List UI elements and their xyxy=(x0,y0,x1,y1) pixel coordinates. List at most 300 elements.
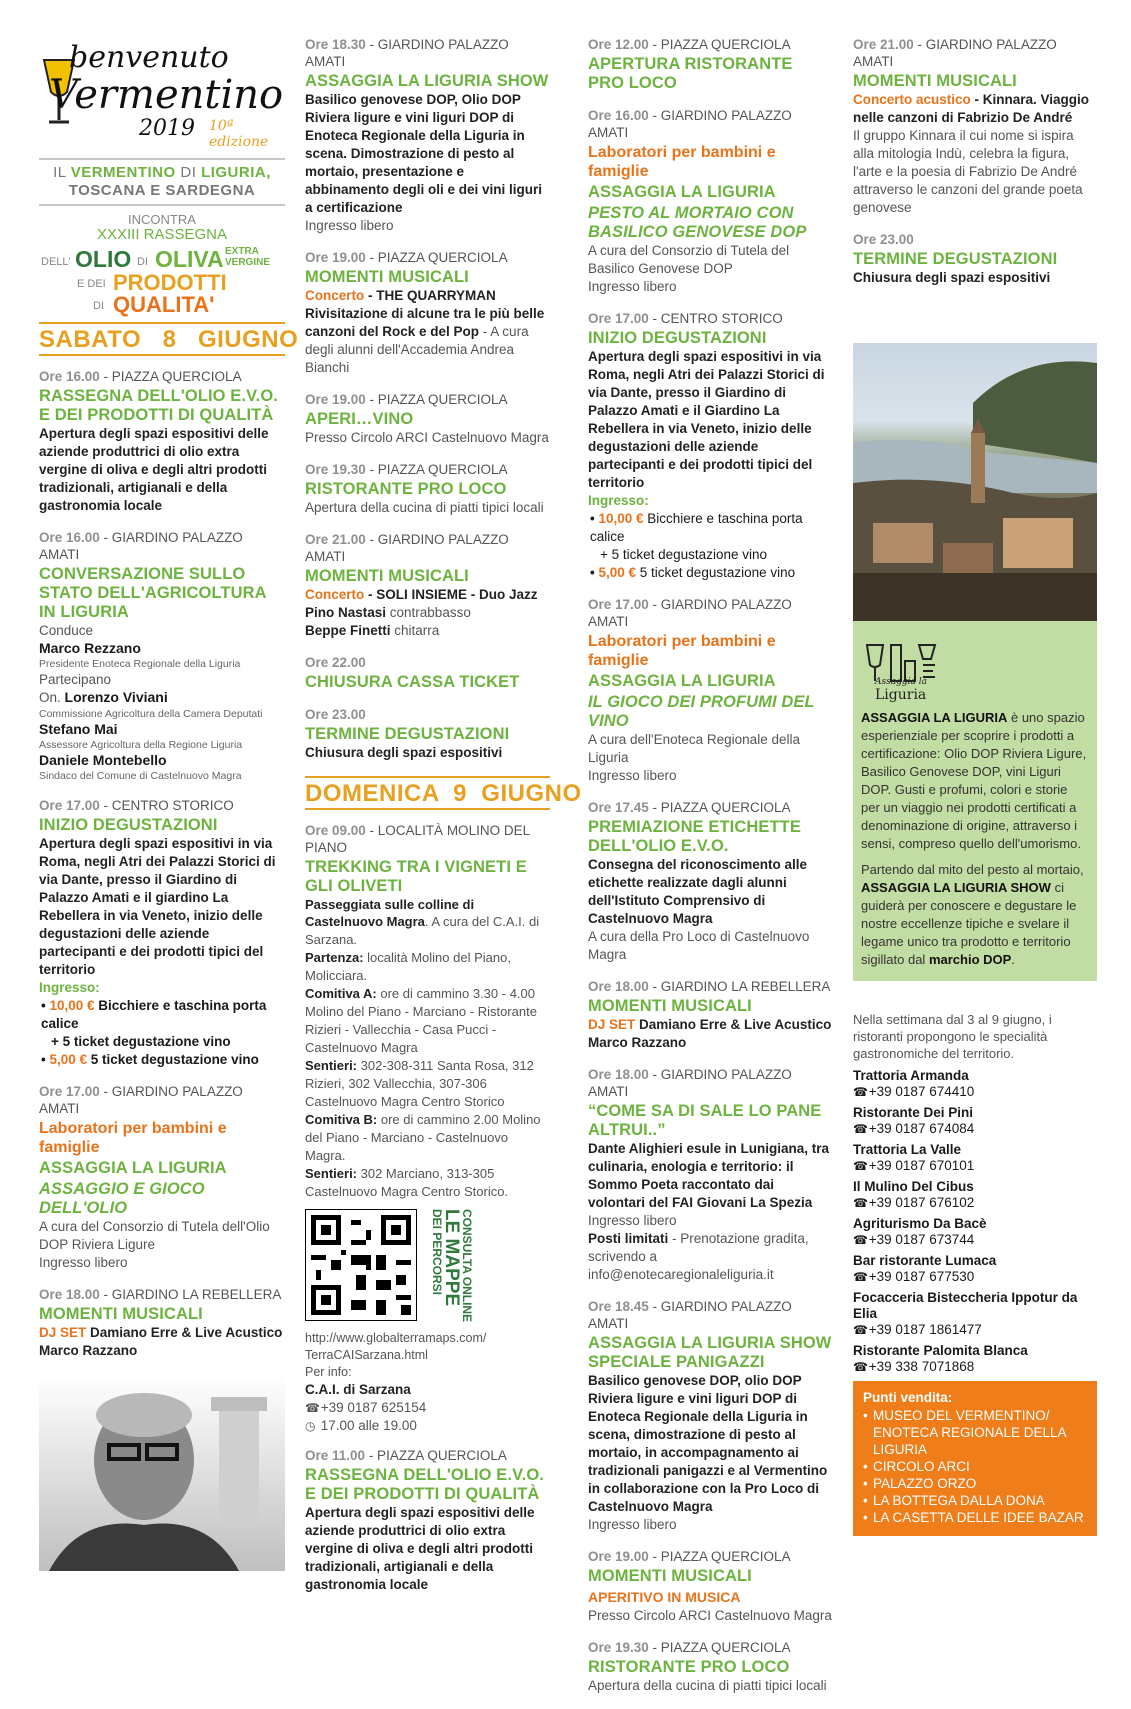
rassegna-label: XXXIII RASSEGNA xyxy=(96,226,228,243)
event-3-dante xyxy=(588,1066,833,1284)
price-item: • 5,00 € 5 ticket degustazione vino xyxy=(590,565,796,580)
concerto-label: Concerto xyxy=(305,587,365,602)
event-place: - GIARDINO PALAZZO AMATI xyxy=(588,597,792,629)
landscape-illustration xyxy=(853,343,1097,621)
event-3-degustazioni xyxy=(588,310,833,582)
qr-caption-line1: CONSULTA ONLINE xyxy=(460,1209,474,1323)
event-title: MOMENTI MUSICALI xyxy=(853,72,1017,90)
olio-extra: EXTRA xyxy=(225,246,259,257)
price-item: • 10,00 € Bicchiere e taschina porta calice xyxy=(590,511,803,544)
concerto-label: Concerto xyxy=(305,288,365,303)
event-subtitle: PESTO AL MORTAIO CON BASILICO GENOVESE DOP xyxy=(588,204,807,241)
cai-phone[interactable]: +39 0187 625154 xyxy=(320,1400,427,1416)
sentieri-label: Sentieri: xyxy=(305,1058,358,1073)
qr-code[interactable] xyxy=(305,1209,417,1321)
restaurant-phone[interactable]: +39 338 7071868 xyxy=(868,1359,975,1374)
phone-icon: ☎ xyxy=(853,1159,868,1173)
tagline-il: IL xyxy=(53,164,67,181)
event-time: Ore 18.45 xyxy=(588,1299,649,1314)
punti-vendita-list xyxy=(863,1407,1087,1526)
assaggia-desc3: ci guiderà per conoscere e degustare le nostre eccellenze tipiche e svelare il legame unico tra prodotto e territorio sigillato dal xyxy=(861,880,1077,967)
band-name: - SOLI INSIEME xyxy=(364,587,468,602)
tagline-liguria: LIGURIA, xyxy=(201,164,271,181)
tagline-di: DI xyxy=(180,164,197,181)
phone-icon: ☎ xyxy=(305,1401,320,1416)
event-time: Ore 19.00 xyxy=(305,250,366,265)
event-3-ristorante xyxy=(588,1639,833,1695)
speaker-role: Sindaco del Comune di Castelnuovo Magra xyxy=(39,770,242,782)
restaurant-item xyxy=(853,1290,1097,1338)
event-4-termine xyxy=(853,231,1097,287)
event-time: Ore 17.45 xyxy=(588,800,649,815)
event-time: Ore 19.00 xyxy=(588,1549,649,1564)
day-heading-saturday: SABATO 8 GIUGNO xyxy=(39,322,285,356)
logo-edition: 10ª edizione xyxy=(209,118,269,150)
qr-code-graphic xyxy=(306,1210,416,1320)
restaurant-phone-row xyxy=(853,1195,1097,1211)
partecipano-label: Partecipano xyxy=(39,672,112,687)
price-text: Bicchiere e taschina porta calice xyxy=(41,998,267,1031)
event-time: Ore 18.00 xyxy=(588,979,649,994)
landscape-photo xyxy=(853,343,1097,621)
qr-caption-line3: DEI PERCORSI xyxy=(430,1209,444,1296)
punto-vendita-item: • PALAZZO ORZO xyxy=(863,1475,1087,1492)
ingresso-libero: Ingresso libero xyxy=(39,1255,128,1270)
event-time: Ore 11.00 xyxy=(305,1448,366,1464)
qr-caption-line2: LE MAPPE xyxy=(441,1209,462,1307)
restaurant-phone-row xyxy=(853,1232,1097,1248)
event-title: RASSEGNA DELL'OLIO E.V.O. E DEI PRODOTTI DI QUALITÀ xyxy=(39,387,278,424)
restaurant-phone[interactable]: +39 0187 674410 xyxy=(868,1084,975,1099)
event-desc: Apertura degli spazi espositivi delle aziende produttrici di olio extra vergine di oliva e degli altri prodotti tradizionali, artigianali e della gastronomia locale xyxy=(39,426,269,513)
restaurant-name: Bar ristorante Lumaca xyxy=(853,1253,997,1268)
olio-dell: DELL' xyxy=(41,256,71,268)
price: 5,00 € xyxy=(49,1052,88,1067)
event-desc: Consegna del riconoscimento alle etichette realizzate dagli alunni dell'Istituto Comprensivo di Castelnuovo Magra xyxy=(588,857,808,926)
price-text: 5 ticket degustazione vino xyxy=(636,565,796,580)
restaurant-phone[interactable]: +39 0187 676102 xyxy=(868,1195,975,1210)
assaggia-bold: ASSAGGIA LA LIGURIA xyxy=(861,710,1008,725)
event-1-laboratori xyxy=(39,1083,285,1272)
phone-icon: ☎ xyxy=(853,1122,868,1136)
event-title: RASSEGNA DELL'OLIO E.V.O. E DEI PRODOTTI DI QUALITÀ xyxy=(305,1466,544,1504)
punti-vendita-title: Punti vendita: xyxy=(863,1390,953,1405)
speaker-name: Marco Rezzano xyxy=(39,640,141,656)
event-title: CONVERSAZIONE SULLO STATO DELL'AGRICOLTURA IN LIGURIA xyxy=(39,565,267,621)
event-title: RISTORANTE PRO LOCO xyxy=(305,480,507,498)
band-name: - Kinnara. Viaggio nelle canzoni di Fabrizio De André xyxy=(853,92,1090,125)
event-title: ASSAGGIA LA LIGURIA xyxy=(588,183,776,201)
restaurant-name: Focacceria Bistecchеria Ippotur da Elia xyxy=(853,1290,1078,1321)
assaggia-desc: è uno spazio esperienziale per scoprire i prodotti a certificazione: Olio DOP Riviera Ligure, Basilico Genovese DOP, vini Liguri DOP. Gusti e profumi, colori e storie per un viaggio nei prodotti certificati a denominazione di origine, attraverso i sensi, compreso quello dell'umorismo. xyxy=(861,710,1087,851)
olio-edei: E DEI xyxy=(77,278,106,290)
cai-name: C.A.I. di Sarzana xyxy=(305,1382,411,1398)
event-title: ASSAGGIA LA LIGURIA xyxy=(39,1159,227,1177)
band-name: - THE QUARRYMAN xyxy=(364,288,496,303)
price-text-2: + 5 ticket degustazione vino xyxy=(51,1034,231,1049)
musician-role: chitarra xyxy=(390,623,440,638)
speaker-name: Daniele Montebello xyxy=(39,752,167,768)
event-3-profumi xyxy=(588,596,833,785)
sentieri-text: 302 Marciano, 313-305 Castelnuovo Magra Centro Storico. xyxy=(305,1166,509,1199)
event-place: - GIARDINO PALAZZO AMATI xyxy=(39,1084,243,1116)
event-title: MOMENTI MUSICALI xyxy=(588,1567,752,1585)
ingresso-libero: Ingresso libero xyxy=(588,1213,677,1228)
event-title: RISTORANTE PRO LOCO xyxy=(588,1658,790,1676)
event-time: Ore 22.00 xyxy=(305,655,366,670)
event-place: - PIAZZA QUERCIOLA xyxy=(365,392,508,407)
logo-word-vermentino: Vermentino xyxy=(49,72,284,118)
event-time: Ore 19.00 xyxy=(305,392,366,407)
price: 10,00 € xyxy=(598,511,644,526)
event-2-rassegna xyxy=(305,1447,550,1594)
olio-vergine: VERGINE xyxy=(225,257,271,268)
event-desc: Apertura della cucina di piatti tipici locali xyxy=(305,500,544,515)
musician-role: contrabbasso xyxy=(386,605,471,620)
event-desc: Rivisitazione di alcune tra le più belle canzoni del Rock e del Pop xyxy=(305,306,545,339)
event-place: - PIAZZA QUERCIOLA xyxy=(365,1448,507,1464)
event-time: Ore 17.00 xyxy=(39,1084,100,1099)
event-subtitle: APERITIVO IN MUSICA xyxy=(588,1589,741,1605)
restaurant-name: Il Mulino Del Cibus xyxy=(853,1179,974,1194)
event-title: TERMINE DEGUSTAZIONI xyxy=(853,250,1058,268)
comitiva-a-text: ore di cammino 3.30 - 4.00 Molino del Piano - Marciano - Ristorante Rizieri - Vallecchia - Casa Pucci - Castelnuovo Magra xyxy=(305,986,537,1055)
ingresso-libero: Ingresso libero xyxy=(588,1517,677,1532)
incontra-label: INCONTRA xyxy=(128,212,196,227)
ingresso-label: Ingresso: xyxy=(588,493,649,508)
dj-label: DJ SET xyxy=(588,1017,636,1032)
event-desc: Apertura degli spazi espositivi in via Roma, negli Atri dei Palazzi Storici di via Dante, presso il Giardino di Palazzo Amati e il Giardino La Rebellera in via Veneto, inizio delle degustazioni delle aziende partecipanti e dei prodotti tipici del territorio xyxy=(588,349,825,490)
restaurant-name: Agriturismo Da Bacè xyxy=(853,1216,987,1231)
event-time: Ore 21.00 xyxy=(853,37,914,52)
logo-year: 2019 xyxy=(139,116,195,141)
event-2-jazz xyxy=(305,531,550,640)
event-time: Ore 18.00 xyxy=(39,1287,100,1302)
price-list xyxy=(41,997,285,1069)
lab-label: Laboratori per bambini e famiglie xyxy=(588,633,776,669)
event-time: Ore 23.00 xyxy=(305,707,366,722)
event-3-aperitivo xyxy=(588,1548,833,1625)
event-place: - GIARDINO PALAZZO AMATI xyxy=(305,532,509,564)
speaker-name: Stefano Mai xyxy=(39,721,118,737)
qualita-word: QUALITA' xyxy=(113,292,215,317)
tagline xyxy=(39,158,285,206)
event-title: MOMENTI MUSICALI xyxy=(39,1305,203,1323)
punto-vendita-item: • LA BOTTEGA DALLA DONA xyxy=(863,1492,1087,1509)
sentieri-label: Sentieri: xyxy=(305,1166,358,1181)
event-curator: A cura dell'Enoteca Regionale della Liguria xyxy=(588,732,800,765)
event-place: - GIARDINO PALAZZO AMATI xyxy=(588,108,792,140)
phone-icon: ☎ xyxy=(853,1360,868,1374)
event-3-pesto xyxy=(588,107,833,296)
event-2-cassa xyxy=(305,654,550,692)
ingresso-libero: Ingresso libero xyxy=(588,768,677,783)
tagline-line2: TOSCANA E SARDEGNA xyxy=(68,182,256,199)
event-time: Ore 16.00 xyxy=(588,108,649,123)
speaker-role: Assessore Agricoltura della Regione Liguria xyxy=(39,739,243,751)
event-title: ASSAGGIA LA LIGURIA xyxy=(588,672,776,690)
event-time: Ore 17.00 xyxy=(39,798,100,813)
restaurant-phone-row xyxy=(853,1269,1097,1285)
marchio-dop: marchio DOP xyxy=(928,952,1012,967)
event-time: Ore 12.00 xyxy=(588,37,649,52)
restaurant-item xyxy=(853,1105,1097,1137)
event-desc: Basilico genovese DOP, Olio DOP Riviera ligure e vini liguri DOP di Enoteca Regionale della Liguria in scena. Dimostrazione di pesto al mortaio, presentazione e abbinamento degli oli e dei vini liguri a certificazione xyxy=(305,92,543,215)
event-place: - PIAZZA QUERCIOLA xyxy=(365,462,508,477)
event-3-panigazzi xyxy=(588,1298,833,1534)
event-place: - GIARDINO LA REBELLERA xyxy=(99,1287,282,1302)
speaker-name: Lorenzo Viviani xyxy=(64,689,168,705)
restaurant-item xyxy=(853,1179,1097,1211)
event-curator: A cura del Consorzio di Tutela dell'Olio DOP Riviera Ligure xyxy=(39,1219,270,1252)
event-title: APERI…VINO xyxy=(305,410,414,428)
event-desc-extra: - A cura degli alunni dell'Accademia Andrea Bianchi xyxy=(305,324,529,375)
event-place: - CENTRO STORICO xyxy=(648,311,783,326)
event-desc: Dante Alighieri esule in Lunigiana, tra culinaria, enologia e territorio: il Sommo Poeta raccontato dai volontari del FAI Giovani La Spezia xyxy=(588,1141,830,1210)
speaker-prefix: On. xyxy=(39,690,65,705)
event-place: - PIAZZA QUERCIOLA xyxy=(365,250,508,265)
portrait-photo xyxy=(39,1375,285,1571)
event-title: MOMENTI MUSICALI xyxy=(305,567,469,585)
assaggia-logo-line2: Liguria xyxy=(875,687,927,703)
assaggia-desc2: Partendo dal mito del pesto al mortaio, xyxy=(861,862,1084,877)
restaurant-item xyxy=(853,1216,1097,1248)
event-desc: Apertura degli spazi espositivi in via Roma, negli Atri dei Palazzi Storici di via Dante, presso il Giardino di Palazzo Amati e il giardino La Rebellera in via Veneto, inizio delle degustazioni delle aziende partecipanti e dei prodotti tipici del territorio xyxy=(39,836,276,977)
ingresso-libero: Ingresso libero xyxy=(588,279,677,294)
comitiva-b-text: ore di cammino 2.00 Molino del Piano - Marciano - Castelnuovo Magra. xyxy=(305,1112,541,1163)
event-4-kinnara xyxy=(853,36,1097,217)
prodotti-word: PRODOTTI xyxy=(113,270,227,295)
event-curator: A cura della Pro Loco di Castelnuovo Magra xyxy=(588,929,810,962)
ingresso-label: Ingresso: xyxy=(39,980,100,995)
musician-name: Pino Nastasi xyxy=(305,605,387,620)
concerto-label: Concerto acustico xyxy=(853,92,971,107)
restaurant-item xyxy=(853,1142,1097,1174)
maps-link[interactable]: http://www.globalterramaps.com/ TerraCAISarzana.html xyxy=(305,1331,487,1363)
olio-di3: DI xyxy=(93,300,104,312)
event-title: APERTURA RISTORANTE PRO LOCO xyxy=(588,55,793,92)
event-2-trekking xyxy=(305,822,550,1201)
restaurant-item xyxy=(853,1253,1097,1285)
partenza-text: località Molino del Piano, Molicciara. xyxy=(305,950,511,983)
assaggia-text-2 xyxy=(861,861,1089,969)
comitiva-b-label: Comitiva B: xyxy=(305,1112,378,1127)
event-place: - GIARDINO PALAZZO AMATI xyxy=(853,37,1057,69)
clock-icon: ◷ xyxy=(305,1419,316,1434)
price: 10,00 € xyxy=(49,998,95,1013)
punto-vendita-item: • CIRCOLO ARCI xyxy=(863,1458,1087,1475)
event-3-musica xyxy=(588,978,833,1052)
restaurant-phone-row xyxy=(853,1322,1097,1338)
assaggia-text-1 xyxy=(861,709,1089,853)
event-place: - PIAZZA QUERCIOLA xyxy=(99,369,242,384)
restaurant-phone-row xyxy=(853,1121,1097,1137)
incontra-block xyxy=(39,212,285,242)
restaurant-name: Ristorante Palomita Blanca xyxy=(853,1343,1028,1358)
restaurant-phone[interactable]: +39 0187 677530 xyxy=(868,1269,975,1284)
event-time: Ore 19.30 xyxy=(305,462,366,477)
sentieri-text: 302-308-311 Santa Rosa, 312 Rizieri, 302 Vallecchia, 307-306 Castelnuovo Magra Centro Storico xyxy=(305,1058,534,1109)
phone-icon: ☎ xyxy=(853,1233,868,1247)
restaurant-name: Trattoria La Valle xyxy=(853,1142,962,1157)
posti-text: - Prenotazione gradita, scrivendo a info@enotecaregionaleliguria.it xyxy=(588,1231,809,1282)
restaurants-intro: Nella settimana dal 3 al 9 giugno, i ristoranti propongono le specialità gastronomiche del territorio. xyxy=(853,1012,1052,1061)
event-1-degustazioni xyxy=(39,797,285,1069)
restaurant-phone-row xyxy=(853,1084,1097,1100)
event-1-musica xyxy=(39,1286,285,1360)
ingresso-libero: Ingresso libero xyxy=(305,218,394,233)
event-desc: Chiusura degli spazi espositivi xyxy=(305,745,503,760)
phone-icon: ☎ xyxy=(853,1196,868,1210)
event-desc: Presso Circolo ARCI Castelnuovo Magra xyxy=(588,1608,832,1623)
assaggia-box xyxy=(853,621,1097,981)
event-desc: Basilico genovese DOP, olio DOP Riviera ligure e vini liguri DOP di Enoteca Regionale della Liguria in scena, dimostrazione di pesto al mortaio, in accompagnamento ai tradizionali panigazzi e al Vermentino in collaborazione con la Pro Loco di Castelnuovo Magra xyxy=(588,1373,828,1514)
price-item: • 10,00 € Bicchiere e taschina porta calice xyxy=(41,998,267,1031)
event-place: - GIARDINO PALAZZO AMATI xyxy=(39,530,243,562)
event-title: TERMINE DEGUSTAZIONI xyxy=(305,725,510,743)
event-place: - GIARDINO LA REBELLERA xyxy=(648,979,831,994)
restaurant-item xyxy=(853,1343,1097,1375)
performer-name: Marco Razzano xyxy=(588,1035,687,1050)
event-desc: Presso Circolo ARCI Castelnuovo Magra xyxy=(305,430,549,445)
lab-label: Laboratori per bambini e famiglie xyxy=(39,1120,227,1156)
band-genre: - Duo Jazz xyxy=(467,587,538,602)
event-subtitle: IL GIOCO DEI PROFUMI DEL VINO xyxy=(588,693,815,730)
event-desc: Chiusura degli spazi espositivi xyxy=(853,270,1051,285)
event-place: - PIAZZA QUERCIOLA xyxy=(648,37,791,52)
performer-name: Marco Razzano xyxy=(39,1343,138,1358)
punto-vendita-item: • MUSEO DEL VERMENTINO/ ENOTECA REGIONALE DELLA LIGURIA xyxy=(863,1407,1087,1458)
event-place: - PIAZZA QUERCIOLA xyxy=(648,800,791,815)
event-logo xyxy=(39,36,285,154)
event-time: Ore 17.00 xyxy=(588,311,649,326)
event-time: Ore 18.00 xyxy=(588,1067,649,1082)
column-1 xyxy=(39,36,299,1516)
restaurant-phone-row xyxy=(853,1359,1097,1375)
assaggia-end: . xyxy=(1011,952,1015,967)
event-title: CHIUSURA CASSA TICKET xyxy=(305,673,520,691)
restaurant-phone[interactable]: +39 0187 674084 xyxy=(868,1121,975,1136)
phone-icon: ☎ xyxy=(853,1323,868,1337)
event-title: MOMENTI MUSICALI xyxy=(588,997,752,1015)
qr-block xyxy=(305,1209,550,1322)
dj-text: Damiano Erre & Live Acustico xyxy=(635,1017,832,1032)
speaker-role: Presidente Enoteca Regionale della Liguria xyxy=(39,658,241,670)
event-time: Ore 09.00 xyxy=(305,823,366,838)
qr-caption xyxy=(429,1209,474,1322)
event-desc: Apertura della cucina di piatti tipici locali xyxy=(588,1678,827,1693)
event-2-ristorante xyxy=(305,461,550,517)
olio-title xyxy=(39,244,285,317)
event-place: - GIARDINO PALAZZO AMATI xyxy=(588,1299,792,1331)
event-3-apertura xyxy=(588,36,833,93)
event-title: INIZIO DEGUSTAZIONI xyxy=(588,329,767,347)
portrait-illustration xyxy=(39,1375,285,1571)
price: 5,00 € xyxy=(598,565,637,580)
event-desc: Il gruppo Kinnara il cui nome si ispira alla mitologia Indù, celebra la figura, l'arte e la poesia di Fabrizio De André attraverso le canzoni del grande poeta genovese xyxy=(853,128,1083,215)
lab-label: Laboratori per bambini e famiglie xyxy=(588,144,776,180)
event-3-premiazione xyxy=(588,799,833,964)
assaggia-show: ASSAGGIA LA LIGURIA SHOW xyxy=(861,880,1051,895)
event-place: - LOCALITÀ MOLINO DEL PIANO xyxy=(305,823,530,855)
event-2-aperivino xyxy=(305,391,550,447)
event-time: Ore 23.00 xyxy=(853,232,914,247)
event-desc-cai: . A cura del C.A.I. di Sarzana. xyxy=(305,914,540,947)
event-place: - GIARDINO PALAZZO AMATI xyxy=(305,37,509,69)
event-place: - PIAZZA QUERCIOLA xyxy=(648,1549,791,1564)
event-title: ASSAGGIA LA LIGURIA SHOW SPECIALE PANIGAZZI xyxy=(588,1334,832,1371)
posti-label: Posti limitati xyxy=(588,1231,669,1246)
assaggia-logo-line1: Assaggia la xyxy=(875,677,927,687)
oliva-word: OLIVA xyxy=(155,246,224,272)
event-place: - CENTRO STORICO xyxy=(99,798,234,813)
event-curator: A cura del Consorzio di Tutela del Basilico Genovese DOP xyxy=(588,243,790,276)
phone-icon: ☎ xyxy=(853,1085,868,1099)
event-place: - GIARDINO PALAZZO AMATI xyxy=(588,1067,792,1099)
cai-hours-row xyxy=(305,1417,550,1435)
olio-di: DI xyxy=(137,256,148,268)
cai-phone-row xyxy=(305,1399,550,1417)
event-2-termine xyxy=(305,706,550,762)
event-time: Ore 17.00 xyxy=(588,597,649,612)
cai-hours: 17.00 alle 19.00 xyxy=(320,1418,417,1434)
event-time: Ore 18.30 xyxy=(305,37,366,52)
day-heading-sunday: DOMENICA 9 GIUGNO xyxy=(305,776,550,810)
column-4 xyxy=(853,36,1097,1536)
restaurant-name: Trattoria Armanda xyxy=(853,1068,969,1083)
tagline-vermentino: VERMENTINO xyxy=(70,164,176,181)
comitiva-a-label: Comitiva A: xyxy=(305,986,377,1001)
restaurant-phone[interactable]: +39 0187 670101 xyxy=(868,1158,975,1173)
restaurant-phone[interactable]: +39 0187 1861477 xyxy=(868,1322,982,1337)
price-item: • 5,00 € 5 ticket degustazione vino xyxy=(41,1052,259,1067)
punti-vendita-box xyxy=(853,1381,1097,1536)
logo-word-benvenuto: benvenuto xyxy=(69,40,229,75)
event-2-quarryman xyxy=(305,249,550,377)
event-desc: Passeggiata sulle colline di Castelnuovo Magra xyxy=(305,897,475,929)
price-list xyxy=(590,510,833,582)
speaker-role: Commissione Agricoltura della Camera Deputati xyxy=(39,708,263,720)
info-label: Per info: xyxy=(305,1365,352,1380)
dj-label: DJ SET xyxy=(39,1325,87,1340)
event-title: TREKKING TRA I VIGNETI E GLI OLIVETI xyxy=(305,858,527,895)
event-1-conversazione xyxy=(39,529,285,783)
event-title: PREMIAZIONE ETICHETTE DELL'OLIO E.V.O. xyxy=(588,818,801,855)
event-title: MOMENTI MUSICALI xyxy=(305,268,469,286)
musician-name: Beppe Finetti xyxy=(305,623,391,638)
event-time: Ore 16.00 xyxy=(39,530,100,545)
event-time: Ore 21.00 xyxy=(305,532,366,547)
assaggia-logo xyxy=(861,631,1089,701)
restaurant-phone-row xyxy=(853,1158,1097,1174)
punto-vendita-item: • LA CASETTA DELLE IDEE BAZAR xyxy=(863,1509,1087,1526)
dj-text: Damiano Erre & Live Acustico xyxy=(86,1325,283,1340)
olio-word: OLIO xyxy=(75,246,132,272)
price-text: 5 ticket degustazione vino xyxy=(87,1052,259,1067)
column-3 xyxy=(588,36,833,1709)
phone-icon: ☎ xyxy=(853,1270,868,1284)
event-1-rassegna xyxy=(39,368,285,515)
restaurant-item xyxy=(853,1068,1097,1100)
partenza-label: Partenza: xyxy=(305,950,364,965)
event-time: Ore 16.00 xyxy=(39,369,100,384)
restaurant-phone[interactable]: +39 0187 673744 xyxy=(868,1232,975,1247)
event-title: INIZIO DEGUSTAZIONI xyxy=(39,816,218,834)
price-text: Bicchiere e taschina porta calice xyxy=(590,511,803,544)
restaurants-list xyxy=(853,1068,1097,1375)
column-2 xyxy=(305,36,582,1608)
assaggia-logo-text xyxy=(875,677,927,703)
